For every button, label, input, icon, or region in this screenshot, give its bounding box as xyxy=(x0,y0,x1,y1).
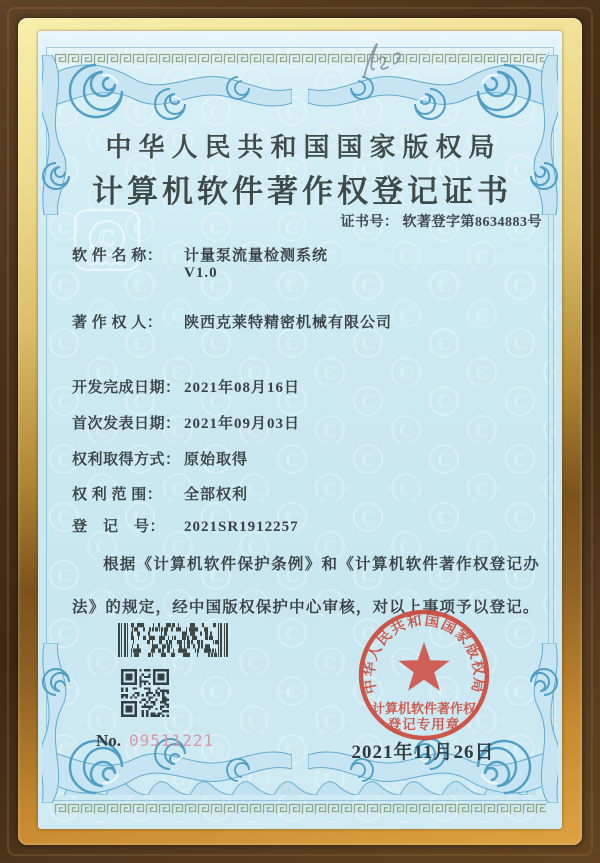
field-value: 2021SR1912257 xyxy=(184,519,299,535)
serial-number-line xyxy=(96,731,214,751)
field-label: 登 记 号： xyxy=(72,519,166,535)
field-dev-complete-date xyxy=(72,376,542,397)
certificate-title: 计算机软件著作权登记证书 xyxy=(92,174,512,209)
serial-label: No. xyxy=(96,731,122,750)
certificate-number-label: 证书号： xyxy=(340,215,399,230)
qr-code xyxy=(121,669,169,717)
field-rights-scope xyxy=(72,483,542,504)
field-version: V1.0 xyxy=(184,265,218,281)
serial-value: 09511221 xyxy=(129,731,215,750)
field-label: 开发完成日期： xyxy=(72,380,181,396)
greek-key-border-bottom xyxy=(54,803,546,816)
registration-statement: 根据《计算机软件保护条例》和《计算机软件著作权登记办法》的规定，经中国版权保护中心审核，对以上事项予以登记。 xyxy=(72,556,540,616)
seal-arc-text: 中华人民共和国国家版权局 xyxy=(361,612,487,696)
field-label: 软 件 名 称： xyxy=(72,248,163,264)
field-rights-acquisition xyxy=(72,448,542,469)
field-registration-number xyxy=(72,515,542,536)
field-value: 陕西克莱特精密机械有限公司 xyxy=(184,315,393,331)
barcode xyxy=(118,623,228,657)
field-value: 2021年08月16日 xyxy=(184,380,301,396)
seal-star-icon xyxy=(398,642,449,691)
seal-line2: 登记专用章 xyxy=(387,717,461,732)
field-value: 原始取得 xyxy=(184,452,249,468)
field-label: 著 作 权 人： xyxy=(72,315,163,331)
issue-date: 2021年11月26日 xyxy=(351,742,495,763)
certificate-paper xyxy=(38,31,562,829)
field-first-publish-date xyxy=(72,412,542,433)
svg-text:C: C xyxy=(98,226,116,252)
field-value: 全部权利 xyxy=(184,487,249,503)
certificate-number-line xyxy=(341,211,543,231)
field-software-name xyxy=(72,244,542,282)
corner-flourish-bottom-left xyxy=(42,643,292,803)
seal-line1: 计算机软件著作权 xyxy=(371,701,477,716)
field-label: 首次发表日期： xyxy=(72,416,181,432)
field-label: 权利取得方式： xyxy=(72,452,181,468)
field-value: 计量泵流量检测系统 xyxy=(184,248,329,264)
field-copyright-owner xyxy=(72,311,542,332)
certificate-number-value: 软著登字第8634883号 xyxy=(402,215,542,230)
pen-scribble-mark xyxy=(336,31,406,83)
official-red-seal xyxy=(350,605,498,751)
authority-title: 中华人民共和国国家版权局 xyxy=(105,133,502,162)
field-value: 2021年09月03日 xyxy=(184,416,301,432)
field-label: 权 利 范 围： xyxy=(72,487,163,503)
